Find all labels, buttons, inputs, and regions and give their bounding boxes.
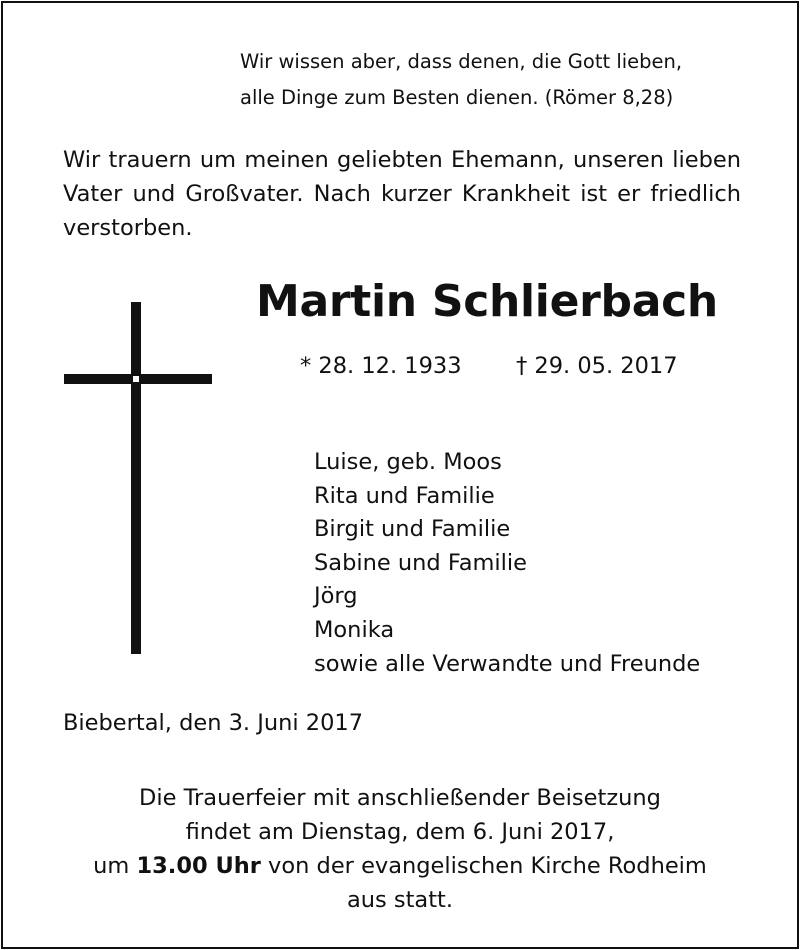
mourner-item: Sabine und Familie <box>314 549 527 576</box>
service-line-1: Die Trauerfeier mit anschließender Beisetzung <box>139 785 661 811</box>
service-time-prefix: um <box>93 853 137 879</box>
mourner-item: Monika <box>314 616 395 643</box>
death-date: † 29. 05. 2017 <box>516 353 678 379</box>
mourner-item: sowie alle Verwandte und Freunde <box>314 650 701 677</box>
place-and-date: Biebertal, den 3. Juni 2017 <box>63 710 364 736</box>
bible-verse-line-2: alle Dinge zum Besten dienen. (Römer 8,28) <box>240 86 674 109</box>
cross-center-mark <box>133 376 139 382</box>
service-line-4: aus statt. <box>346 887 454 913</box>
service-location: von der evangelischen Kirche Rodheim <box>260 853 707 879</box>
service-line-3 <box>0 849 800 883</box>
mourner-item: Luise, geb. Moos <box>314 449 502 475</box>
deceased-name: Martin Schlierbach <box>256 276 718 327</box>
birth-date: * 28. 12. 1933 <box>300 353 462 379</box>
service-time: 13.00 Uhr <box>136 853 261 879</box>
mourner-item: Birgit und Familie <box>314 516 511 543</box>
cross-vertical-bar <box>131 302 141 654</box>
service-line-2: findet am Dienstag, dem 6. Juni 2017, <box>185 819 615 845</box>
mourners-list <box>314 446 700 681</box>
mourner-item: Rita und Familie <box>314 482 495 509</box>
mourner-item: Jörg <box>314 583 358 610</box>
intro-text: Wir trauern um meinen geliebten Ehemann, unseren lieben Vater und Großvater. Nach kurzer Krankheit ist er friedlich verstorben. <box>63 147 741 241</box>
bible-verse <box>240 44 682 116</box>
bible-verse-line-1: Wir wissen aber, dass denen, die Gott lieben, <box>240 50 683 73</box>
funeral-service-info <box>0 781 800 917</box>
